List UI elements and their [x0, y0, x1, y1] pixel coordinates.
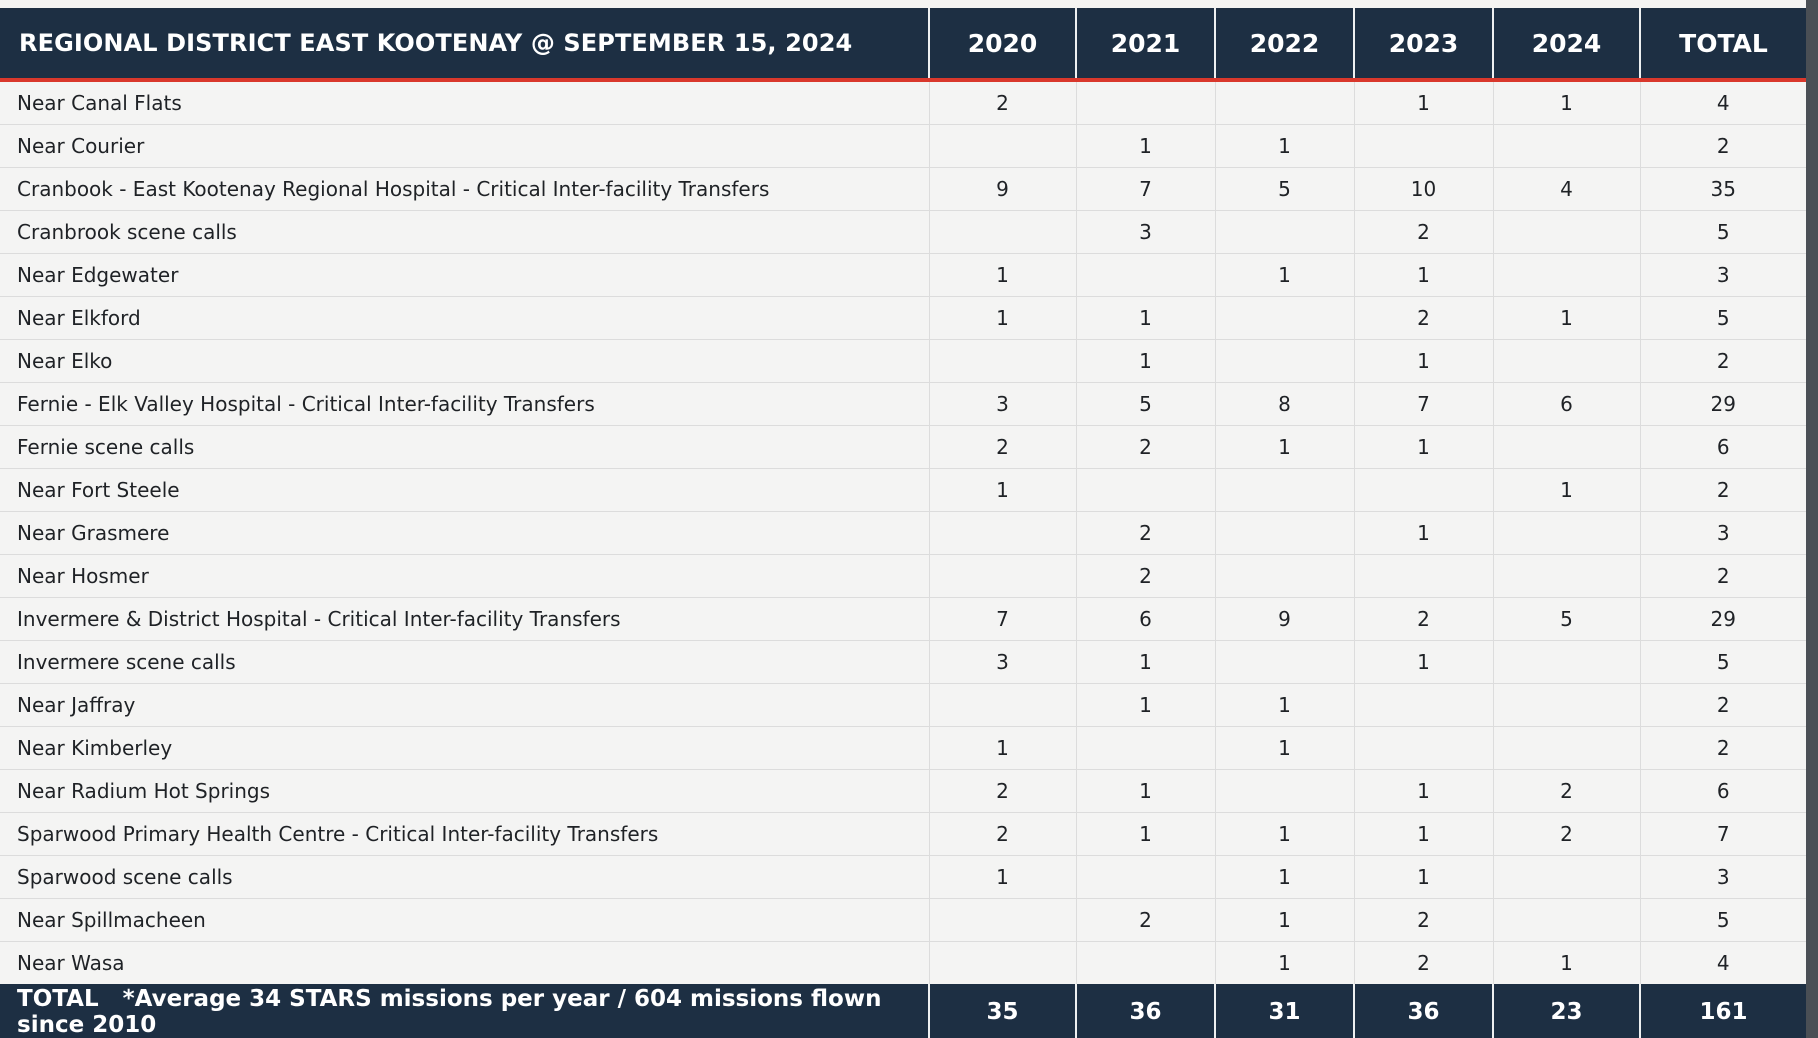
cell-total: 2 — [1640, 340, 1806, 383]
cell-2022 — [1215, 340, 1354, 383]
table-row — [0, 125, 1806, 168]
row-name-cell: Near Elko — [0, 340, 929, 383]
table-row — [0, 383, 1806, 426]
cell-2020 — [929, 942, 1076, 986]
cell-2021: 2 — [1076, 426, 1215, 469]
cell-2023: 1 — [1354, 426, 1493, 469]
cell-2023: 2 — [1354, 942, 1493, 986]
footer-total-2024: 23 — [1493, 985, 1640, 1038]
cell-2024 — [1493, 555, 1640, 598]
table-title: REGIONAL DISTRICT EAST KOOTENAY @ SEPTEMBER 15, 2024 — [0, 8, 929, 80]
table-footer — [0, 985, 1806, 1038]
table-row — [0, 211, 1806, 254]
cell-2022: 1 — [1215, 254, 1354, 297]
cell-2024: 1 — [1493, 80, 1640, 125]
cell-total: 2 — [1640, 684, 1806, 727]
cell-2020 — [929, 211, 1076, 254]
cell-2022: 1 — [1215, 813, 1354, 856]
cell-2022 — [1215, 555, 1354, 598]
year-header-2021: 2021 — [1076, 8, 1215, 80]
table-header — [0, 8, 1806, 80]
cell-2023: 1 — [1354, 512, 1493, 555]
cell-2020 — [929, 340, 1076, 383]
table-row — [0, 856, 1806, 899]
cell-total: 5 — [1640, 641, 1806, 684]
row-name-cell: Fernie - Elk Valley Hospital - Critical Inter-facility Transfers — [0, 383, 929, 426]
table-row — [0, 555, 1806, 598]
cell-2021: 7 — [1076, 168, 1215, 211]
cell-2024 — [1493, 856, 1640, 899]
row-name-cell: Near Elkford — [0, 297, 929, 340]
row-name-cell: Near Jaffray — [0, 684, 929, 727]
cell-2020: 7 — [929, 598, 1076, 641]
cell-2023: 2 — [1354, 211, 1493, 254]
cell-2021: 1 — [1076, 297, 1215, 340]
cell-2024 — [1493, 211, 1640, 254]
cell-2021 — [1076, 942, 1215, 986]
footer-row — [0, 985, 1806, 1038]
cell-2024: 2 — [1493, 770, 1640, 813]
row-name-cell: Near Wasa — [0, 942, 929, 986]
row-name-cell: Near Grasmere — [0, 512, 929, 555]
cell-total: 4 — [1640, 80, 1806, 125]
cell-2024 — [1493, 125, 1640, 168]
cell-2022 — [1215, 469, 1354, 512]
cell-2022 — [1215, 80, 1354, 125]
cell-2023: 2 — [1354, 899, 1493, 942]
cell-2021: 2 — [1076, 555, 1215, 598]
cell-2021: 5 — [1076, 383, 1215, 426]
cell-2022 — [1215, 297, 1354, 340]
year-header-2020: 2020 — [929, 8, 1076, 80]
cell-2020: 1 — [929, 856, 1076, 899]
table-row — [0, 598, 1806, 641]
cell-2020: 1 — [929, 727, 1076, 770]
cell-2024 — [1493, 727, 1640, 770]
cell-total: 6 — [1640, 770, 1806, 813]
cell-2021 — [1076, 254, 1215, 297]
year-header-2022: 2022 — [1215, 8, 1354, 80]
table-row — [0, 899, 1806, 942]
cell-total: 29 — [1640, 598, 1806, 641]
table-row — [0, 297, 1806, 340]
cell-2020 — [929, 555, 1076, 598]
cell-total: 2 — [1640, 469, 1806, 512]
cell-total: 3 — [1640, 254, 1806, 297]
cell-2024 — [1493, 340, 1640, 383]
cell-2022: 9 — [1215, 598, 1354, 641]
cell-total: 4 — [1640, 942, 1806, 986]
table-row — [0, 770, 1806, 813]
footer-total-2023: 36 — [1354, 985, 1493, 1038]
cell-total: 3 — [1640, 856, 1806, 899]
cell-2021: 1 — [1076, 813, 1215, 856]
cell-2021: 1 — [1076, 125, 1215, 168]
cell-2024: 1 — [1493, 942, 1640, 986]
cell-2023: 1 — [1354, 340, 1493, 383]
cell-2021: 2 — [1076, 512, 1215, 555]
cell-total: 7 — [1640, 813, 1806, 856]
cell-2023 — [1354, 555, 1493, 598]
cell-2022 — [1215, 211, 1354, 254]
cell-2020: 1 — [929, 254, 1076, 297]
cell-2020 — [929, 512, 1076, 555]
row-name-cell: Fernie scene calls — [0, 426, 929, 469]
cell-2021: 1 — [1076, 770, 1215, 813]
table-row — [0, 469, 1806, 512]
footer-total-label: TOTAL — [17, 986, 99, 1012]
table-row — [0, 340, 1806, 383]
cell-2024 — [1493, 641, 1640, 684]
cell-2020 — [929, 899, 1076, 942]
cell-2022: 1 — [1215, 942, 1354, 986]
cell-2021: 1 — [1076, 641, 1215, 684]
row-name-cell: Sparwood scene calls — [0, 856, 929, 899]
cell-2020: 3 — [929, 641, 1076, 684]
cell-2023: 10 — [1354, 168, 1493, 211]
cell-2020: 1 — [929, 297, 1076, 340]
table-row — [0, 684, 1806, 727]
table-body — [0, 80, 1806, 985]
row-name-cell: Near Spillmacheen — [0, 899, 929, 942]
footer-grand-total: 161 — [1640, 985, 1806, 1038]
cell-2022: 1 — [1215, 684, 1354, 727]
cell-2024 — [1493, 254, 1640, 297]
cell-2022 — [1215, 641, 1354, 684]
cell-total: 5 — [1640, 899, 1806, 942]
table-row — [0, 641, 1806, 684]
cell-2020 — [929, 125, 1076, 168]
cell-2020: 3 — [929, 383, 1076, 426]
table-row — [0, 254, 1806, 297]
cell-2023: 1 — [1354, 856, 1493, 899]
cell-2021: 2 — [1076, 899, 1215, 942]
cell-2022 — [1215, 512, 1354, 555]
cell-2020: 9 — [929, 168, 1076, 211]
cell-total: 5 — [1640, 297, 1806, 340]
cell-2021 — [1076, 727, 1215, 770]
row-name-cell: Cranbook - East Kootenay Regional Hospital - Critical Inter-facility Transfers — [0, 168, 929, 211]
table-row — [0, 942, 1806, 986]
cell-2023: 1 — [1354, 641, 1493, 684]
cell-2023: 1 — [1354, 254, 1493, 297]
cell-total: 5 — [1640, 211, 1806, 254]
cell-2023: 2 — [1354, 598, 1493, 641]
footer-total-2020: 35 — [929, 985, 1076, 1038]
cell-2022: 5 — [1215, 168, 1354, 211]
cell-2021 — [1076, 80, 1215, 125]
cell-2024 — [1493, 899, 1640, 942]
cell-2022: 1 — [1215, 125, 1354, 168]
cell-2020: 2 — [929, 770, 1076, 813]
cell-2022: 1 — [1215, 856, 1354, 899]
cell-2024: 4 — [1493, 168, 1640, 211]
total-header: TOTAL — [1640, 8, 1806, 80]
cell-2022: 1 — [1215, 899, 1354, 942]
row-name-cell: Invermere & District Hospital - Critical Inter-facility Transfers — [0, 598, 929, 641]
missions-table — [0, 8, 1806, 1038]
row-name-cell: Near Kimberley — [0, 727, 929, 770]
footer-total-2022: 31 — [1215, 985, 1354, 1038]
cell-total: 35 — [1640, 168, 1806, 211]
cell-2022 — [1215, 770, 1354, 813]
row-name-cell: Near Edgewater — [0, 254, 929, 297]
row-name-cell: Sparwood Primary Health Centre - Critical Inter-facility Transfers — [0, 813, 929, 856]
cell-2021 — [1076, 469, 1215, 512]
table-row — [0, 512, 1806, 555]
cell-2022: 1 — [1215, 426, 1354, 469]
cell-2023 — [1354, 125, 1493, 168]
cell-total: 2 — [1640, 555, 1806, 598]
cell-2020: 2 — [929, 813, 1076, 856]
header-row — [0, 8, 1806, 80]
cell-2024 — [1493, 684, 1640, 727]
cell-2023: 2 — [1354, 297, 1493, 340]
row-name-cell: Near Hosmer — [0, 555, 929, 598]
cell-2024: 6 — [1493, 383, 1640, 426]
cell-2023: 1 — [1354, 813, 1493, 856]
cell-2023: 1 — [1354, 80, 1493, 125]
cell-2024: 1 — [1493, 297, 1640, 340]
table-row — [0, 727, 1806, 770]
row-name-cell: Near Canal Flats — [0, 80, 929, 125]
cell-total: 3 — [1640, 512, 1806, 555]
cell-total: 29 — [1640, 383, 1806, 426]
cell-2024 — [1493, 426, 1640, 469]
cell-2020: 2 — [929, 80, 1076, 125]
table-row — [0, 80, 1806, 125]
cell-2024 — [1493, 512, 1640, 555]
cell-2023 — [1354, 684, 1493, 727]
cell-total: 2 — [1640, 727, 1806, 770]
year-header-2023: 2023 — [1354, 8, 1493, 80]
cell-2024: 2 — [1493, 813, 1640, 856]
cell-2023 — [1354, 469, 1493, 512]
cell-2023: 7 — [1354, 383, 1493, 426]
cell-2021: 1 — [1076, 684, 1215, 727]
row-name-cell: Cranbrook scene calls — [0, 211, 929, 254]
cell-2020 — [929, 684, 1076, 727]
cell-2021: 3 — [1076, 211, 1215, 254]
cell-2020: 1 — [929, 469, 1076, 512]
table-row — [0, 426, 1806, 469]
row-name-cell: Near Radium Hot Springs — [0, 770, 929, 813]
table-row — [0, 813, 1806, 856]
footer-total-2021: 36 — [1076, 985, 1215, 1038]
cell-2020: 2 — [929, 426, 1076, 469]
cell-total: 2 — [1640, 125, 1806, 168]
cell-2021: 6 — [1076, 598, 1215, 641]
table-row — [0, 168, 1806, 211]
cell-2023 — [1354, 727, 1493, 770]
row-name-cell: Near Fort Steele — [0, 469, 929, 512]
footer-label-cell — [0, 985, 929, 1038]
cell-2021: 1 — [1076, 340, 1215, 383]
row-name-cell: Near Courier — [0, 125, 929, 168]
cell-2022: 1 — [1215, 727, 1354, 770]
footer-note: *Average 34 STARS missions per year / 604 missions flown since 2010 — [17, 986, 882, 1038]
scrollbar[interactable] — [1806, 0, 1818, 1038]
row-name-cell: Invermere scene calls — [0, 641, 929, 684]
year-header-2024: 2024 — [1493, 8, 1640, 80]
cell-2021 — [1076, 856, 1215, 899]
cell-total: 6 — [1640, 426, 1806, 469]
cell-2024: 5 — [1493, 598, 1640, 641]
cell-2024: 1 — [1493, 469, 1640, 512]
cell-2022: 8 — [1215, 383, 1354, 426]
cell-2023: 1 — [1354, 770, 1493, 813]
